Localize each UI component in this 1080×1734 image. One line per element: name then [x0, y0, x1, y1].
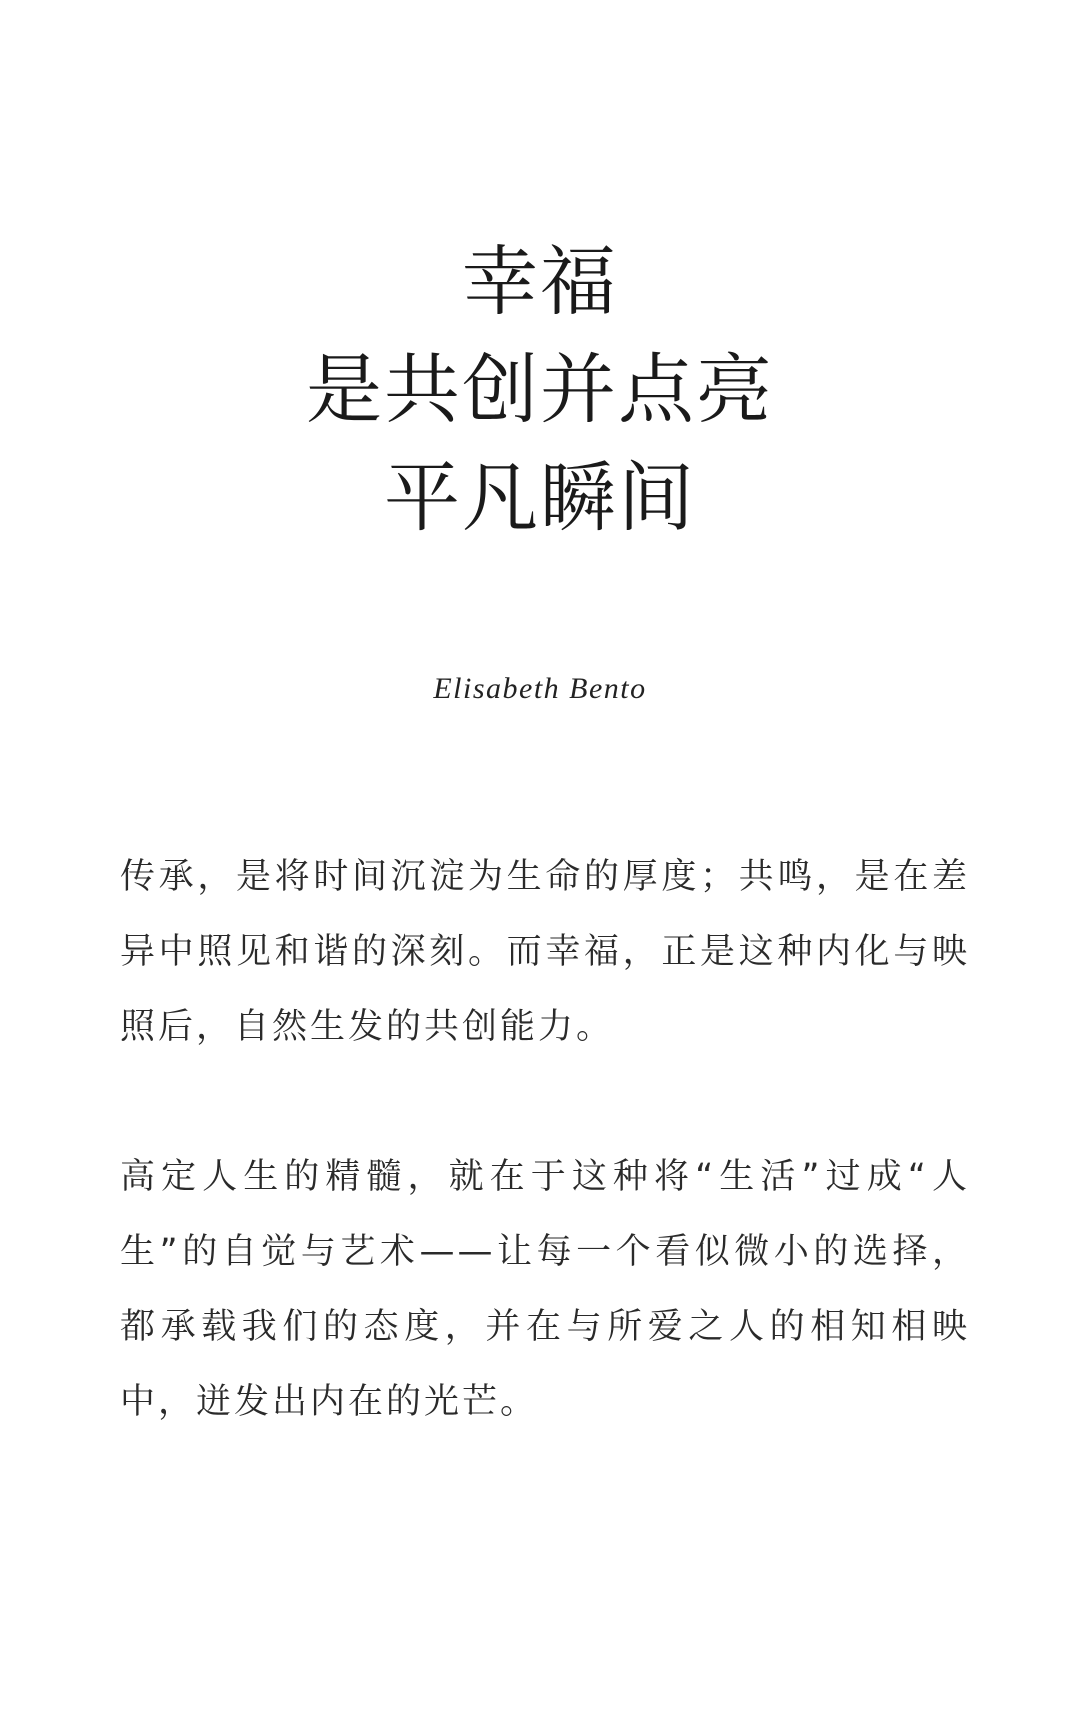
title-line-2: 是共创并点亮: [306, 345, 774, 434]
title-line-1: 幸福: [462, 237, 618, 326]
body-paragraph-1: 传承，是将时间沉淀为生命的厚度；共鸣，是在差异中照见和谐的深刻。而幸福，正是这种内化与映照后，自然生发的共创能力。: [120, 857, 970, 1047]
title-line-3: 平凡瞬间: [384, 453, 696, 542]
author-name: Elisabeth Bento: [433, 672, 647, 705]
page-title: [0, 228, 1080, 552]
body-paragraph-2: 高定人生的精髓，就在于这种将“生活”过成“人生”的自觉与艺术——让每一个看似微小的选择，都承载我们的态度，并在与所爱之人的相知相映中，迸发出内在的光芒。: [120, 1157, 970, 1422]
